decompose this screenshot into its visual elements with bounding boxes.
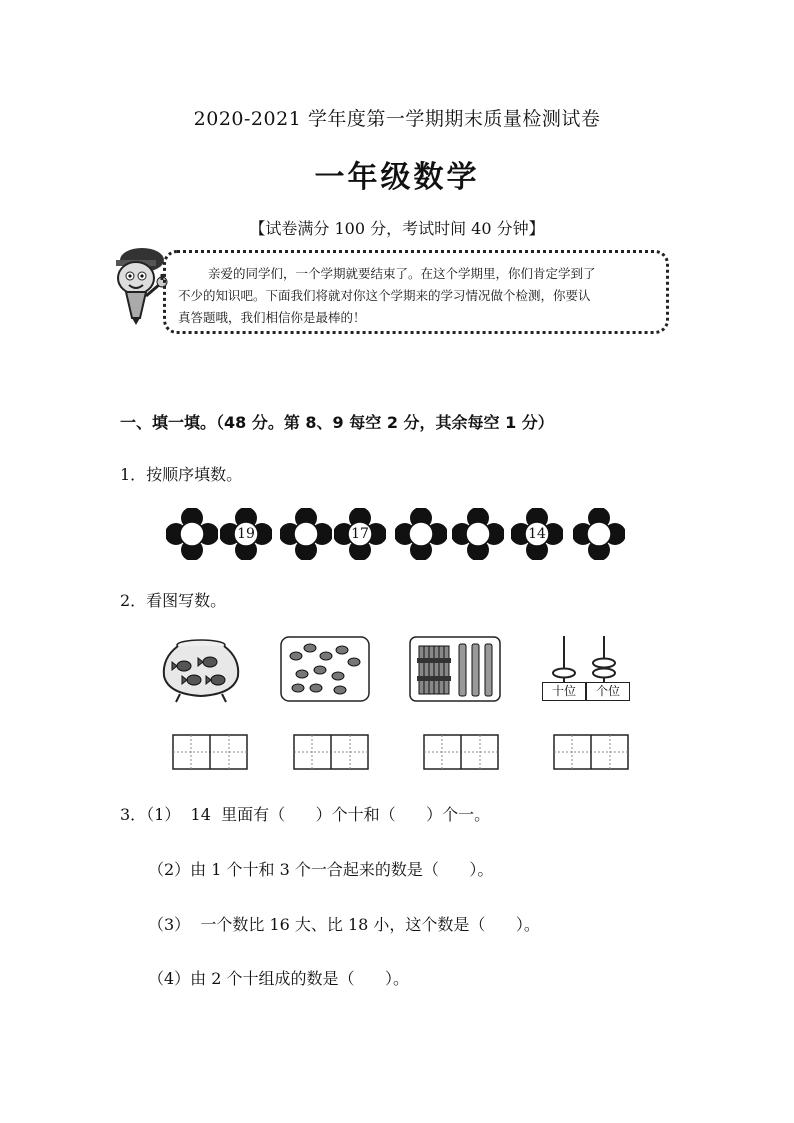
flower-number <box>280 508 332 560</box>
answer-grid[interactable] <box>172 734 248 770</box>
notice-line-2: 不少的知识吧。下面我们将就对你这个学期来的学习情况做个检测，你要认 <box>178 288 591 303</box>
question-1-prompt: 1．按顺序填数。 <box>120 465 243 484</box>
question-3-part-1: 3．（1） 14 里面有（ ）个十和（ ）个一。 <box>120 805 491 824</box>
flower-blank[interactable] <box>280 508 332 560</box>
answer-grid[interactable] <box>423 734 499 770</box>
question-3-part-4: （4）由 2 个十组成的数是（ ）。 <box>148 969 410 988</box>
flower-number <box>452 508 504 560</box>
flower-number: 14 <box>528 526 546 542</box>
fishbowl-picture <box>160 636 242 704</box>
flower-number <box>395 508 447 560</box>
subject-title: 一年级数学 <box>314 160 480 195</box>
answer-grid[interactable] <box>293 734 369 770</box>
flower-number: 19 <box>237 526 255 542</box>
abacus-tens-label: 十位 <box>542 682 586 701</box>
flower-17 <box>334 508 386 560</box>
flower-19 <box>220 508 272 560</box>
flower-blank[interactable] <box>166 508 218 560</box>
flower-blank[interactable] <box>452 508 504 560</box>
question-2-prompt: 2．看图写数。 <box>120 591 227 610</box>
notice-box <box>163 250 669 334</box>
question-3-part-3: （3） 一个数比 16 大、比 18 小，这个数是（ ）。 <box>148 915 540 934</box>
flower-number <box>166 508 218 560</box>
abacus-ones-label: 个位 <box>586 682 630 701</box>
answer-grid[interactable] <box>553 734 629 770</box>
section-1-heading: 一、填一填。（48 分。第 8、9 每空 2 分，其余每空 1 分） <box>120 413 554 432</box>
flower-14 <box>511 508 563 560</box>
bees-picture <box>280 636 370 702</box>
sticks-picture <box>409 636 501 702</box>
flower-blank[interactable] <box>395 508 447 560</box>
flower-number: 17 <box>351 526 369 542</box>
flower-blank[interactable] <box>573 508 625 560</box>
notice-line-3: 真答题哦，我们相信你是最棒的！ <box>178 310 366 325</box>
notice-line-1: 亲爱的同学们，一个学期就要结束了。在这个学期里，你们肯定学到了 <box>208 266 596 281</box>
exam-title: 2020-2021 学年度第一学期期末质量检测试卷 <box>193 108 601 130</box>
exam-info: 【试卷满分 100 分，考试时间 40 分钟】 <box>249 219 545 238</box>
flower-number <box>573 508 625 560</box>
question-3-part-2: （2）由 1 个十和 3 个一合起来的数是（ ）。 <box>148 860 494 879</box>
